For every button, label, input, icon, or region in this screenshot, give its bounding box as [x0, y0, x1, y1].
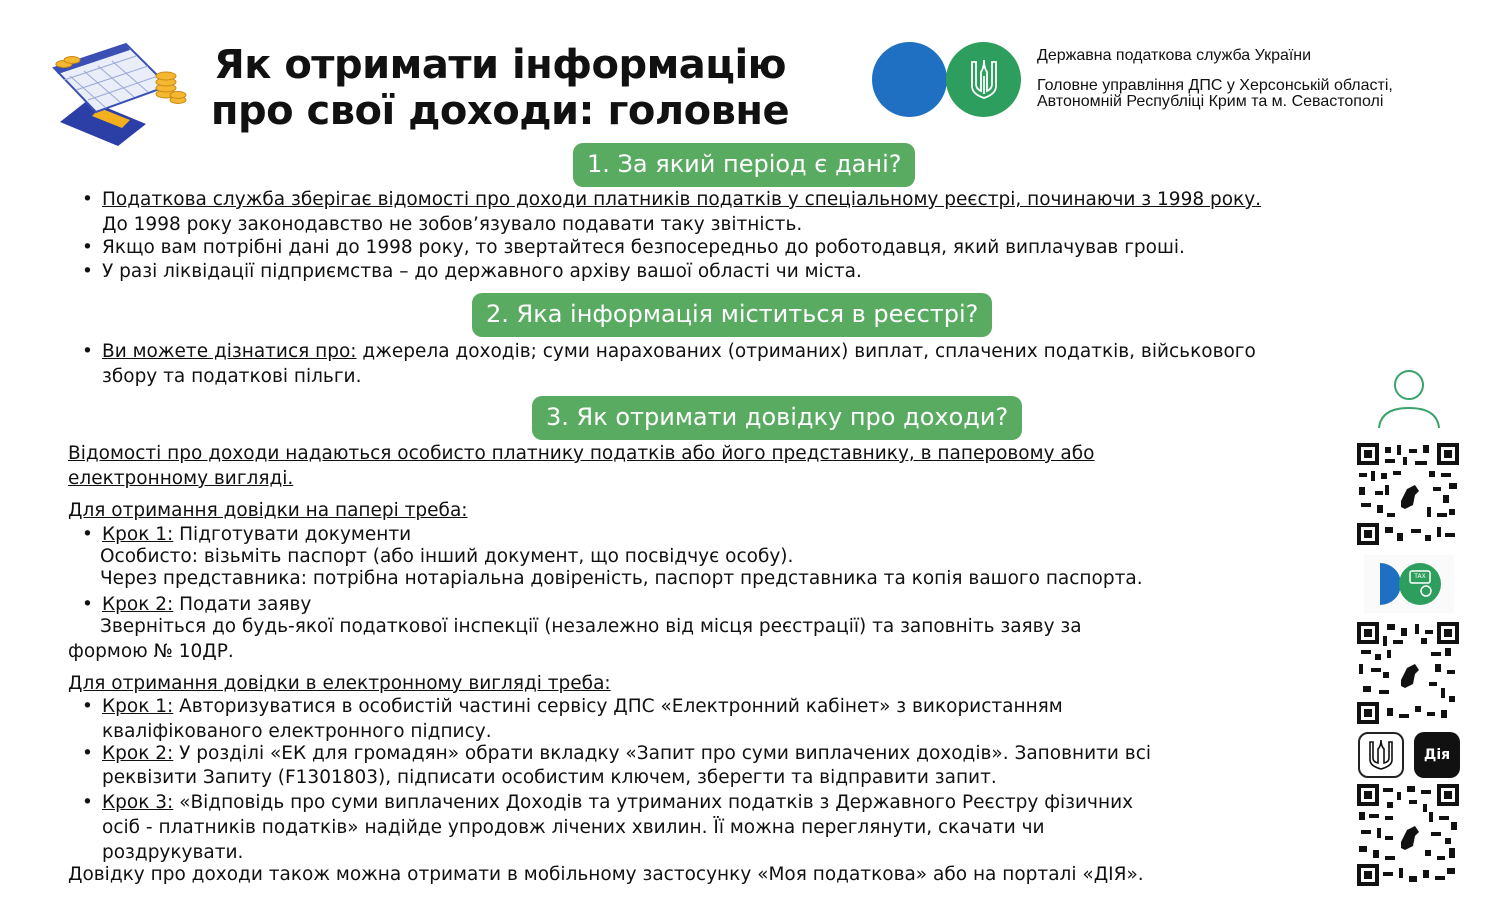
tax-badge-label: TAX — [1414, 573, 1426, 580]
qr-code-1[interactable] — [1357, 443, 1459, 545]
paper-step-2-line-1: Зверніться до будь-якої податкової інспекції (незалежно від місця реєстрації) та заповніть заяву за — [100, 616, 1082, 637]
section-1-bullet-2: • Якщо вам потрібні дані до 1998 року, то звертайтеся безпосередньо до роботодавця, який виплачував гроші. — [102, 235, 1185, 260]
electronic-step-2-text: У розділі «ЕК для громадян» обрати вкладку «Запит про суми виплачених доходів». Заповнити всі — [173, 743, 1152, 764]
qr-code-2[interactable] — [1357, 622, 1459, 724]
page-title-line-2: про свої доходи: головне — [210, 88, 790, 134]
tryzub-app-icon[interactable] — [1358, 732, 1404, 778]
org-name: Державна податкова служба України — [1037, 47, 1312, 64]
electronic-step-3-text: «Відповідь про суми виплачених Доходів та утриманих податків з Державного Реєстру фізичних — [173, 792, 1134, 813]
paper-step-1-personal: Особисто: візьміть паспорт (або інший документ, що посвідчує особу). — [100, 546, 794, 567]
section-2-bullet-text: джерела доходів; суми нарахованих (отриманих) виплат, сплачених податків, військового — [356, 341, 1256, 362]
section-2-bullet-1 — [102, 339, 1256, 364]
electronic-step-1-label: Крок 1: — [102, 696, 174, 717]
electronic-step-2-label: Крок 2: — [102, 743, 174, 764]
trident-icon — [970, 58, 998, 100]
electronic-step-2-cont: реквізити Запиту (F1301803), підписати особистим ключем, зберегти та відправити запит. — [102, 767, 997, 788]
section-2-lead: Ви можете дізнатися про: — [102, 341, 357, 362]
org-unit-line-1: Головне управління ДПС у Херсонській області, — [1037, 77, 1393, 94]
trident-small-icon — [1360, 734, 1402, 776]
section-2-heading: 2. Яка інформація міститься в реєстрі? — [472, 293, 992, 337]
paper-step-2-label: Крок 2: — [102, 594, 174, 615]
org-unit-line-2: Автономній Республіці Крим та м. Севастополі — [1037, 93, 1384, 110]
tax-app-logo-icon — [1364, 555, 1454, 613]
moya-podatkova-app-icon[interactable] — [1364, 555, 1454, 613]
electronic-step-3-cont-1: осіб - платників податків» надійде упродовж лічених хвилин. Її можна переглянути, скачати чи — [102, 817, 1045, 838]
paper-step-2-line-2: формою № 10ДР. — [68, 641, 234, 662]
organization-info — [1037, 48, 1393, 110]
electronic-step-1-cont: кваліфікованого електронного підпису. — [102, 721, 492, 742]
page-title — [200, 42, 800, 134]
electronic-step-1 — [102, 694, 1063, 719]
section-1-bullet-1: • Податкова служба зберігає відомості про доходи платників податків у спеціальному реєстрі, починаючи з 1998 року. — [102, 187, 1261, 212]
section-3-heading: 3. Як отримати довідку про доходи? — [532, 396, 1022, 440]
qr-code-3[interactable] — [1357, 784, 1459, 886]
diia-app-icon[interactable]: Дія — [1414, 732, 1460, 778]
page-title-line-1: Як отримати інформацію — [213, 42, 787, 88]
electronic-step-1-text: Авторизуватися в особистій частині сервісу ДПС «Електронний кабінет» з використанням — [173, 696, 1063, 717]
paper-step-1-representative: Через представника: потрібна нотаріальна довіреність, паспорт представника та копія вашого паспорта. — [100, 568, 1143, 589]
paper-step-1-label: Крок 1: — [102, 524, 174, 545]
section-3-intro-line-1: Відомості про доходи надаються особисто платнику податків або його представнику, в паперовому або — [68, 443, 1095, 464]
section-2-bullet-1-cont: збору та податкові пільги. — [102, 366, 362, 387]
electronic-step-3-cont-2: роздрукувати. — [102, 842, 244, 863]
section-3-intro-line-2: електронному вигляді. — [68, 468, 294, 489]
electronic-step-3 — [102, 790, 1133, 815]
person-icon — [1376, 368, 1442, 430]
electronic-step-2 — [102, 741, 1151, 766]
section-1-heading: 1. За який період є дані? — [573, 143, 915, 187]
electronic-heading: Для отримання довідки в електронному вигляді треба: — [68, 673, 611, 694]
section-1-bullet-3: • У разі ліквідації підприємства – до державного архіву вашої області чи міста. — [102, 259, 862, 284]
footer-note: Довідку про доходи також можна отримати в мобільному застосунку «Моя податкова» або на порталі «ДІЯ». — [68, 864, 1144, 885]
paper-heading: Для отримання довідки на папері треба: — [68, 500, 468, 521]
paper-step-2-text: Подати заяву — [173, 594, 312, 615]
calendar-coins-illustration — [48, 38, 188, 148]
logo-green-circle — [946, 42, 1021, 117]
electronic-step-3-label: Крок 3: — [102, 792, 174, 813]
paper-step-1-text: Підготувати документи — [173, 524, 412, 545]
section-1-bullet-1-cont: До 1998 року законодавство не зобов’язувало подавати таку звітність. — [102, 214, 803, 235]
logo-blue-circle — [872, 42, 947, 117]
